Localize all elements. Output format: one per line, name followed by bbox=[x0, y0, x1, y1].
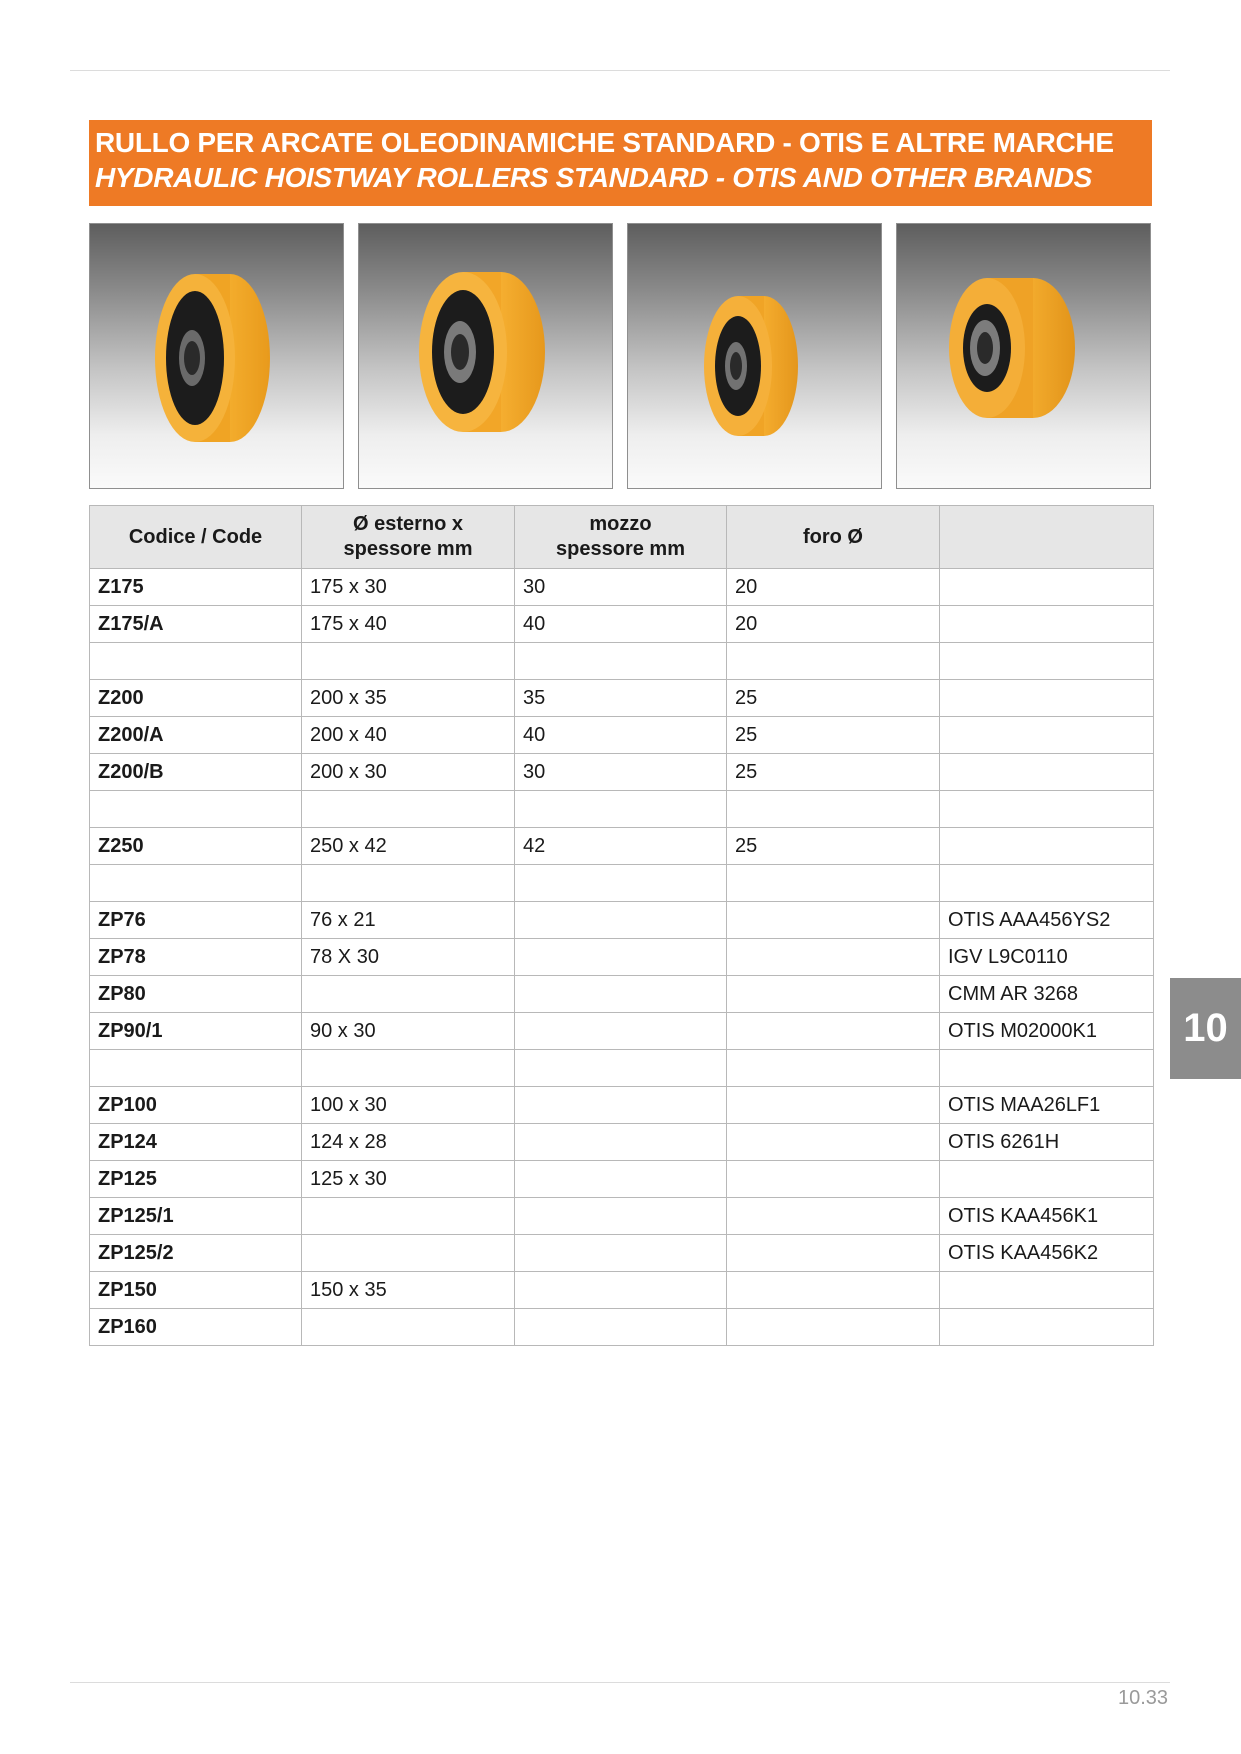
roller-photo-3 bbox=[627, 223, 882, 489]
page-number: 10.33 bbox=[1118, 1687, 1169, 1709]
table-cell bbox=[515, 1309, 727, 1346]
table-cell bbox=[515, 976, 727, 1013]
table-cell bbox=[515, 1235, 727, 1272]
table-cell: OTIS KAA456K2 bbox=[940, 1235, 1154, 1272]
top-rule bbox=[70, 70, 1170, 71]
bottom-rule bbox=[70, 1682, 1170, 1683]
table-cell bbox=[940, 865, 1154, 902]
table-row bbox=[90, 1013, 1154, 1050]
table-cell bbox=[727, 1087, 940, 1124]
table-cell: OTIS M02000K1 bbox=[940, 1013, 1154, 1050]
roller-photo-2 bbox=[358, 223, 613, 489]
table-row bbox=[90, 902, 1154, 939]
column-header: Ø esterno x spessore mm bbox=[302, 506, 515, 569]
table-cell: 175 x 40 bbox=[302, 606, 515, 643]
table-cell bbox=[940, 680, 1154, 717]
photo-strip bbox=[89, 223, 1152, 489]
table-row bbox=[90, 828, 1154, 865]
table-cell: CMM AR 3268 bbox=[940, 976, 1154, 1013]
table-cell: 100 x 30 bbox=[302, 1087, 515, 1124]
table-cell: 124 x 28 bbox=[302, 1124, 515, 1161]
table-row bbox=[90, 1124, 1154, 1161]
table-cell: 25 bbox=[727, 717, 940, 754]
table-cell bbox=[515, 902, 727, 939]
column-header: mozzo spessore mm bbox=[515, 506, 727, 569]
table-cell bbox=[727, 939, 940, 976]
table-row bbox=[90, 717, 1154, 754]
table-row bbox=[90, 939, 1154, 976]
product-code-cell: ZP100 bbox=[90, 1087, 302, 1124]
table-cell bbox=[515, 1272, 727, 1309]
table-cell bbox=[302, 1198, 515, 1235]
table-cell bbox=[940, 643, 1154, 680]
product-code-cell: Z175/A bbox=[90, 606, 302, 643]
product-code-cell: ZP90/1 bbox=[90, 1013, 302, 1050]
table-row bbox=[90, 606, 1154, 643]
table-cell: 125 x 30 bbox=[302, 1161, 515, 1198]
spec-table bbox=[89, 505, 1154, 1346]
table-row bbox=[90, 976, 1154, 1013]
table-cell bbox=[940, 791, 1154, 828]
table-cell bbox=[727, 1124, 940, 1161]
product-code-cell: ZP124 bbox=[90, 1124, 302, 1161]
product-code-cell: ZP80 bbox=[90, 976, 302, 1013]
table-cell: 78 X 30 bbox=[302, 939, 515, 976]
product-code-cell: Z200/A bbox=[90, 717, 302, 754]
table-body bbox=[90, 569, 1154, 1346]
column-header: Codice / Code bbox=[90, 506, 302, 569]
table-cell bbox=[302, 1309, 515, 1346]
table-cell bbox=[727, 976, 940, 1013]
table-cell bbox=[940, 828, 1154, 865]
table-cell: 30 bbox=[515, 754, 727, 791]
table-cell bbox=[727, 902, 940, 939]
table-cell bbox=[302, 1050, 515, 1087]
roller-photo-1 bbox=[89, 223, 344, 489]
table-cell: IGV L9C0110 bbox=[940, 939, 1154, 976]
product-code-cell: ZP125/1 bbox=[90, 1198, 302, 1235]
table-row bbox=[90, 1050, 1154, 1087]
table-cell bbox=[940, 717, 1154, 754]
table-cell bbox=[940, 1309, 1154, 1346]
table-cell: OTIS 6261H bbox=[940, 1124, 1154, 1161]
table-row bbox=[90, 1198, 1154, 1235]
table-row bbox=[90, 754, 1154, 791]
table-cell: 25 bbox=[727, 680, 940, 717]
table-cell bbox=[940, 606, 1154, 643]
table-cell bbox=[727, 1013, 940, 1050]
table-cell bbox=[515, 1050, 727, 1087]
table-header-row bbox=[90, 506, 1154, 569]
table-row bbox=[90, 643, 1154, 680]
table-cell bbox=[727, 1235, 940, 1272]
product-code-cell: Z200 bbox=[90, 680, 302, 717]
title-english: HYDRAULIC HOISTWAY ROLLERS STANDARD - OTIS AND OTHER BRANDS bbox=[95, 162, 1093, 193]
table-cell: 42 bbox=[515, 828, 727, 865]
table-cell: 40 bbox=[515, 717, 727, 754]
table-cell bbox=[515, 1087, 727, 1124]
table-cell bbox=[515, 1198, 727, 1235]
table-row bbox=[90, 1087, 1154, 1124]
table-cell: OTIS KAA456K1 bbox=[940, 1198, 1154, 1235]
table-cell: 150 x 35 bbox=[302, 1272, 515, 1309]
product-code-cell bbox=[90, 865, 302, 902]
table-cell bbox=[727, 1272, 940, 1309]
table-cell bbox=[940, 1161, 1154, 1198]
table-cell bbox=[727, 865, 940, 902]
product-code-cell: ZP125/2 bbox=[90, 1235, 302, 1272]
table-cell bbox=[940, 754, 1154, 791]
table-cell: 200 x 30 bbox=[302, 754, 515, 791]
table-cell bbox=[940, 1272, 1154, 1309]
table-cell: OTIS AAA456YS2 bbox=[940, 902, 1154, 939]
table-row bbox=[90, 1161, 1154, 1198]
table-row bbox=[90, 865, 1154, 902]
table-cell: 30 bbox=[515, 569, 727, 606]
product-code-cell: ZP125 bbox=[90, 1161, 302, 1198]
table-cell: 35 bbox=[515, 680, 727, 717]
product-code-cell bbox=[90, 1050, 302, 1087]
product-code-cell: Z200/B bbox=[90, 754, 302, 791]
table-cell: 20 bbox=[727, 606, 940, 643]
table-cell: 200 x 35 bbox=[302, 680, 515, 717]
table-cell bbox=[940, 569, 1154, 606]
column-header: foro Ø bbox=[727, 506, 940, 569]
product-code-cell bbox=[90, 643, 302, 680]
table-cell bbox=[515, 791, 727, 828]
table-cell bbox=[515, 1013, 727, 1050]
table-cell bbox=[515, 643, 727, 680]
table-row bbox=[90, 1309, 1154, 1346]
product-code-cell: ZP76 bbox=[90, 902, 302, 939]
table-cell bbox=[727, 643, 940, 680]
table-cell bbox=[515, 1161, 727, 1198]
product-code-cell bbox=[90, 791, 302, 828]
title-italian: RULLO PER ARCATE OLEODINAMICHE STANDARD - OTIS E ALTRE MARCHE bbox=[95, 127, 1114, 158]
roller-photo-4 bbox=[896, 223, 1151, 489]
table-cell bbox=[515, 1124, 727, 1161]
table-cell bbox=[515, 939, 727, 976]
table-cell: 90 x 30 bbox=[302, 1013, 515, 1050]
table-cell: 25 bbox=[727, 828, 940, 865]
table-cell bbox=[515, 865, 727, 902]
product-code-cell: ZP150 bbox=[90, 1272, 302, 1309]
table-cell bbox=[302, 1235, 515, 1272]
table-cell bbox=[302, 791, 515, 828]
table-cell bbox=[302, 976, 515, 1013]
product-code-cell: Z175 bbox=[90, 569, 302, 606]
table-cell bbox=[302, 865, 515, 902]
table-row bbox=[90, 1235, 1154, 1272]
chapter-tab: 10 bbox=[1170, 978, 1241, 1079]
table-cell bbox=[940, 1050, 1154, 1087]
table-cell bbox=[302, 643, 515, 680]
table-cell: 250 x 42 bbox=[302, 828, 515, 865]
column-header bbox=[940, 506, 1154, 569]
product-code-cell: ZP160 bbox=[90, 1309, 302, 1346]
table-cell bbox=[727, 1198, 940, 1235]
title-band bbox=[89, 120, 1152, 206]
product-code-cell: Z250 bbox=[90, 828, 302, 865]
table-cell: 76 x 21 bbox=[302, 902, 515, 939]
table-row bbox=[90, 791, 1154, 828]
table-cell: 20 bbox=[727, 569, 940, 606]
product-code-cell: ZP78 bbox=[90, 939, 302, 976]
table-cell bbox=[727, 1161, 940, 1198]
table-cell bbox=[727, 1050, 940, 1087]
table-row bbox=[90, 1272, 1154, 1309]
table-cell: 200 x 40 bbox=[302, 717, 515, 754]
table-row bbox=[90, 569, 1154, 606]
table-row bbox=[90, 680, 1154, 717]
table-cell bbox=[727, 791, 940, 828]
table-cell: OTIS MAA26LF1 bbox=[940, 1087, 1154, 1124]
table-cell: 40 bbox=[515, 606, 727, 643]
table-cell bbox=[727, 1309, 940, 1346]
table-cell: 175 x 30 bbox=[302, 569, 515, 606]
table-cell: 25 bbox=[727, 754, 940, 791]
